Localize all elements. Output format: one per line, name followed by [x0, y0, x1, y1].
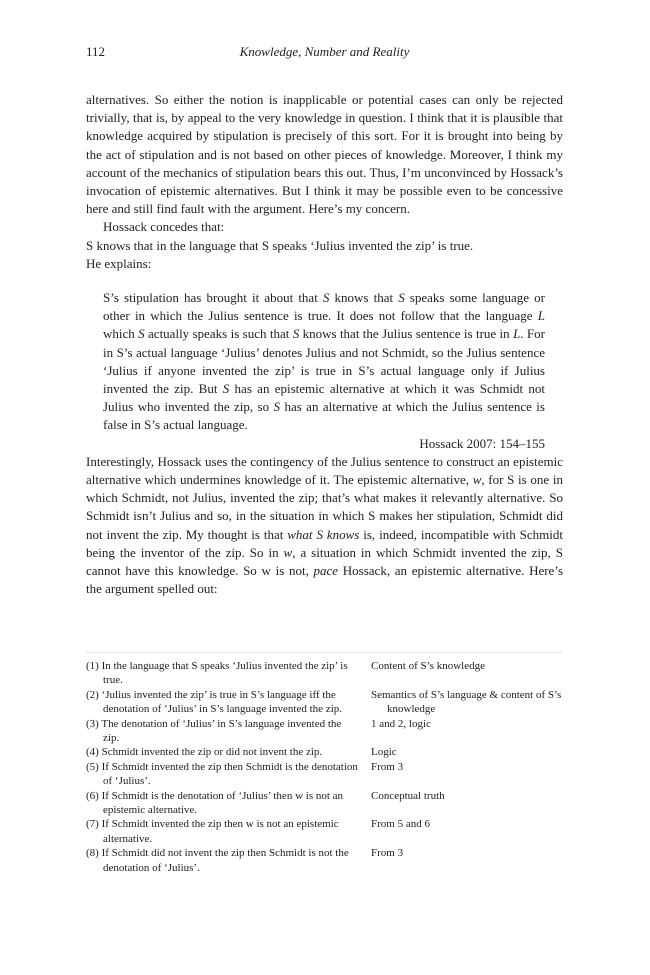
- quote-text: speaks some language or other in which the Julius sentence is true. It does not follow that the language: [103, 290, 545, 324]
- step-justification: [358, 717, 563, 746]
- justification-text: Content of S’s knowledge: [371, 660, 485, 672]
- step-justification: [358, 760, 563, 789]
- para-text: Hossack, an epistemic alternative. Here’s the argument spelled out:: [86, 563, 563, 597]
- argument-table: [86, 659, 563, 875]
- quote-text: knows that: [329, 290, 399, 306]
- display-claim: S knows that in the language that S speaks ‘Julius invented the zip’ is true.: [86, 237, 474, 253]
- justification-text: From 3: [371, 847, 404, 860]
- step-justification: [358, 659, 563, 688]
- quote-var: S: [292, 326, 300, 342]
- para-text: Interestingly, Hossack uses the contingency of the Julius sentence to construct an epistemic alternative which undermines knowledge of it. The epistemic alternative,: [86, 453, 563, 488]
- running-title: Knowledge, Number and Reality: [239, 44, 410, 59]
- step-premise: (6) If Schmidt is the denotation of ‘Julius’ then w is not an epistemic alternative.: [86, 789, 344, 817]
- running-header: [86, 44, 563, 64]
- step-premise: (4) Schmidt invented the zip or did not invent the zip.: [86, 746, 323, 759]
- justification-text: Conceptual truth: [371, 789, 445, 802]
- step-justification: [358, 817, 563, 846]
- quote-var: S: [138, 326, 145, 342]
- page-number: 112: [86, 44, 106, 59]
- he-explains-label: He explains:: [86, 255, 152, 271]
- step-justification: [358, 846, 563, 875]
- justification-text: 1 and 2, logic: [371, 717, 431, 730]
- quote-text: S’s stipulation has brought it about that: [103, 290, 323, 306]
- step-justification: [358, 688, 563, 717]
- citation: Hossack 2007: 154–155: [419, 435, 545, 451]
- argument-step: [86, 760, 563, 789]
- argument-step: [86, 688, 563, 717]
- step-premise: (1) In the language that S speaks ‘Julius invented the zip’ is true.: [86, 660, 348, 687]
- step-premise: (7) If Schmidt invented the zip then w is not an epistemic alternative.: [86, 818, 339, 845]
- argument-step: [86, 846, 563, 875]
- block-quote: [103, 289, 545, 453]
- quote-var: S: [398, 290, 405, 306]
- paragraph-1: alternatives. So either the notion is inapplicable or potential cases can only be rejected trivially, that is, by appeal to the very knowledge in question. I think that it is plausible that knowledge acquired by stipulation is precisely of this sort. For it is brought into being by the act of stipulation and is not based on other pieces of knowledge. Moreover, I think my account of the mechanics of stipulation bears this out. Thus, I’m unconvinced by Hossack’s invocation of epistemic alternatives. But I think it may be possible even to be concessive here and still find fault with the argument. Here’s my concern.: [86, 92, 563, 217]
- para-text: , a situation in which Schmidt invented the zip, S cannot have this knowledge. So w is not,: [86, 544, 563, 579]
- step-justification: [358, 789, 563, 818]
- quote-text: has an epistemic alternative at which it was Schmidt not Julius who invented the zip, so: [103, 381, 546, 415]
- paragraph-2: Hossack concedes that:: [103, 219, 225, 235]
- quote-text: has an alternative at which the Julius sentence is false in S’s actual language.: [103, 399, 545, 433]
- quote-var: L: [537, 308, 545, 324]
- quote-text: knows that the Julius sentence is true in: [299, 326, 514, 342]
- para-var: w: [283, 544, 293, 560]
- justification-text: Logic: [371, 746, 397, 759]
- justification-continuation: knowledge: [387, 703, 436, 716]
- quote-var: S: [222, 381, 230, 397]
- quote-text: . For in S’s actual language ‘Julius’ denotes Julius and not Schmidt, so the Julius sentence ‘Julius if anyone invented the zip’ is true in S’s actual language only if Julius invented the zip. But: [103, 326, 545, 397]
- argument-divider: [86, 652, 563, 653]
- para-text: , for S is one in which Schmidt, not Julius, invented the zip; that’s what makes it relevantly alternative. So Schmidt isn’t Julius and so, in the situation in which S makes her stipulation, Schmidt did not invent the zip. My thought is that: [86, 472, 563, 542]
- step-premise: (2) ‘Julius invented the zip’ is true in S’s language iff the denotation of ‘Julius’ in S’s language invented the zip.: [86, 688, 342, 716]
- quote-var: L: [513, 326, 521, 342]
- paragraph-3: [86, 453, 563, 599]
- quote-text: which: [103, 326, 139, 342]
- step-premise: (8) If Schmidt did not invent the zip then Schmidt is not the denotation of ‘Julius’.: [86, 847, 349, 874]
- argument-step: [86, 717, 563, 746]
- justification-text: Semantics of S’s language & content of S’s: [371, 688, 562, 701]
- step-premise: (3) The denotation of ‘Julius’ in S’s language invented the zip.: [86, 717, 342, 745]
- para-emphasis: what S knows: [287, 526, 360, 542]
- step-justification: [358, 745, 563, 759]
- quote-var: S: [273, 399, 281, 415]
- argument-step: [86, 817, 563, 846]
- quote-text: actually speaks is such that: [144, 326, 293, 342]
- quote-var: S: [322, 290, 330, 306]
- argument-step: [86, 659, 563, 688]
- para-text: is, indeed, incompatible with Schmidt being the inventor of the zip. So in: [86, 526, 563, 560]
- para-var: w: [472, 472, 482, 488]
- argument-step: [86, 745, 563, 759]
- argument-step: [86, 789, 563, 818]
- body-text: [86, 91, 563, 598]
- step-premise: (5) If Schmidt invented the zip then Schmidt is the denotation of ‘Julius’.: [86, 760, 358, 788]
- justification-text: From 3: [371, 760, 404, 773]
- justification-text: From 5 and 6: [371, 818, 430, 831]
- para-emphasis: pace: [313, 563, 339, 579]
